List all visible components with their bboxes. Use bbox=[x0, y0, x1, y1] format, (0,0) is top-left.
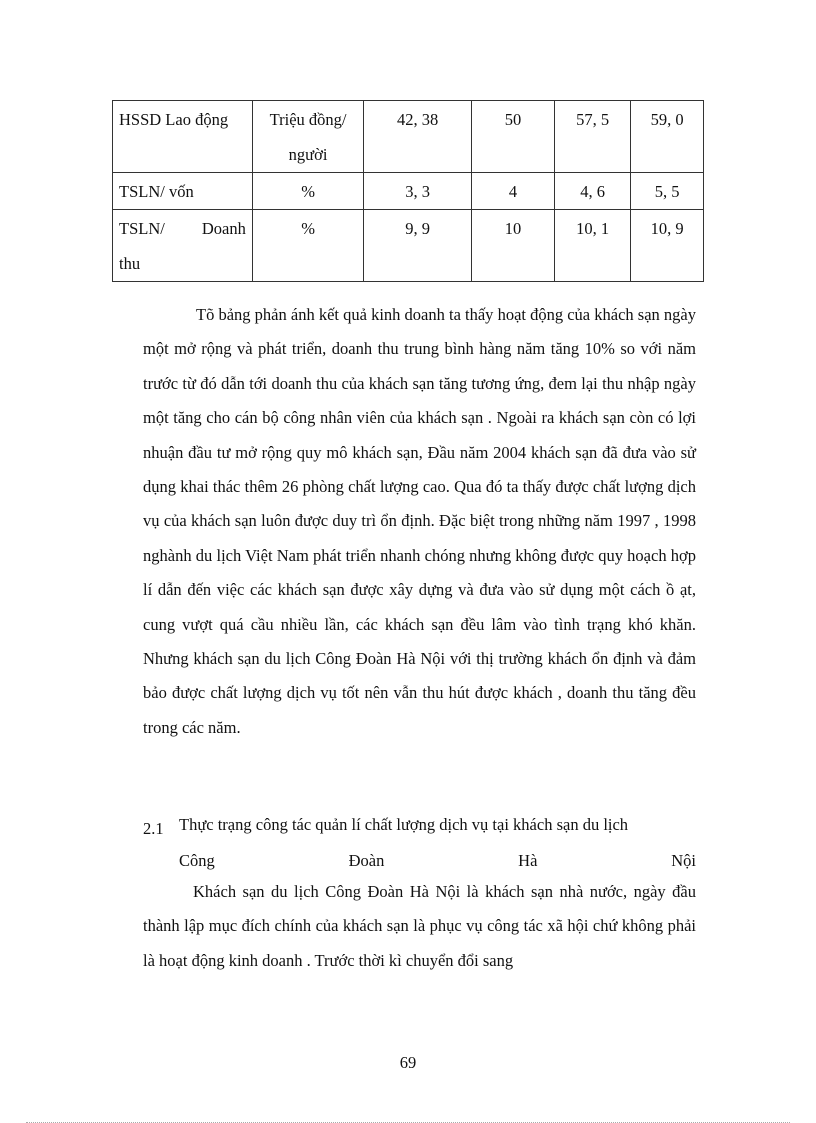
value-cell: 5, 5 bbox=[631, 173, 704, 210]
unit-cell bbox=[252, 101, 363, 173]
section-heading bbox=[143, 807, 696, 879]
value-cell: 42, 38 bbox=[364, 101, 472, 173]
value-cell: 59, 0 bbox=[631, 101, 704, 173]
title-word: Công bbox=[179, 851, 215, 870]
table-row bbox=[113, 210, 704, 282]
unit-line: người bbox=[288, 145, 328, 164]
title-word: Đoàn bbox=[348, 851, 385, 870]
value-cell: 4, 6 bbox=[555, 173, 631, 210]
row-label-line bbox=[119, 211, 246, 246]
row-label: TSLN/ vốn bbox=[113, 173, 253, 210]
row-label-word: Doanh bbox=[201, 219, 246, 238]
business-results-table bbox=[112, 100, 704, 282]
table-row bbox=[113, 173, 704, 210]
value-cell: 57, 5 bbox=[555, 101, 631, 173]
unit-cell: % bbox=[252, 173, 363, 210]
title-word: Hà bbox=[518, 851, 538, 870]
section-title: Thực trạng công tác quản lí chất lượng dịch vụ tại khách sạn du lịch bbox=[179, 815, 629, 834]
value-cell: 10 bbox=[472, 210, 555, 282]
value-cell: 50 bbox=[472, 101, 555, 173]
title-word: Nội bbox=[671, 851, 696, 870]
body-paragraph: Khách sạn du lịch Công Đoàn Hà Nội là khách sạn nhà nước, ngày đầu thành lập mục đích chính của khách sạn là phục vụ công tác xã hội chứ không phải là hoạt động kinh doanh . Trước thời kì chuyển đổi sang bbox=[143, 882, 696, 970]
value-cell: 4 bbox=[472, 173, 555, 210]
row-label: HSSD Lao động bbox=[113, 101, 253, 173]
table-row bbox=[113, 101, 704, 173]
value-cell: 10, 9 bbox=[631, 210, 704, 282]
row-label-word: TSLN/ bbox=[119, 219, 165, 238]
value-cell: 10, 1 bbox=[555, 210, 631, 282]
row-label bbox=[113, 210, 253, 282]
page-number: 69 bbox=[399, 1053, 417, 1072]
section-number: 2.1 bbox=[143, 819, 164, 838]
row-label-line: thu bbox=[119, 254, 141, 273]
section-title-continued bbox=[179, 843, 696, 879]
value-cell: 9, 9 bbox=[364, 210, 472, 282]
unit-cell: % bbox=[252, 210, 363, 282]
unit-line: Triệu đồng/ bbox=[269, 110, 347, 129]
body-paragraph: Tõ bảng phản ánh kết quả kinh doanh ta thấy hoạt động của khách sạn ngày một mở rộng và phát triển, doanh thu trung bình hàng năm tăng 10% so với năm trước từ đó dẫn tới doanh thu của khách sạn tăng tương ứng, đem lại thu nhập ngày một tăng cho cán bộ công nhân viên của khách sạn . Ngoài ra khách sạn còn có lợi nhuận đầu tư mở rộng quy mô khách sạn, Đầu năm 2004 khách sạn đã đưa vào sử dụng khai thác thêm 26 phòng chất lượng cao. Qua đó ta thấy được chất lượng dịch vụ của khách sạn luôn được duy trì ổn định. Đặc biệt trong những năm 1997 , 1998 nghành du lịch Việt Nam phát triển nhanh chóng nhưng không được quy hoạch hợp lí dẫn đến việc các khách sạn được xây dựng và đưa vào sử dụng một cách ồ ạt, cung vượt quá cầu nhiều lần, các khách sạn đều lâm vào tình trạng khó khăn. Nhưng khách sạn du lịch Công Đoàn Hà Nội với thị trường khách ổn định và đảm bảo được chất lượng dịch vụ tốt nên vẫn thu hút được khách , doanh thu tăng đều trong các năm. bbox=[143, 305, 696, 737]
value-cell: 3, 3 bbox=[364, 173, 472, 210]
